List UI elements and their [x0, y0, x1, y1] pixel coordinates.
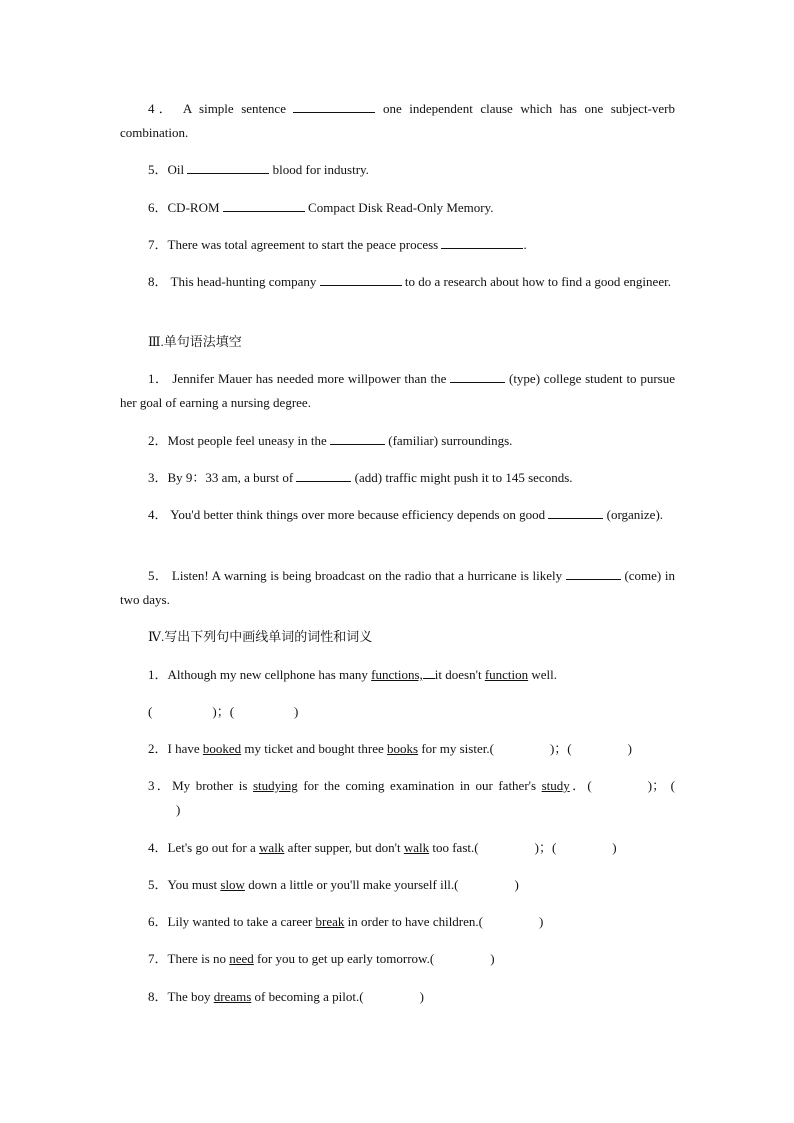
answer-blank[interactable]	[293, 99, 375, 113]
question-text: Let's go out for a	[167, 840, 260, 855]
question-number: 3．	[148, 778, 173, 793]
question-7	[120, 233, 675, 257]
question-text: down a little or you'll make yourself ill.	[244, 877, 455, 892]
underlined-word: walk	[259, 840, 285, 855]
paren-close: )	[176, 802, 181, 817]
underlined-word: functions,	[371, 667, 423, 682]
separator: ；	[216, 704, 230, 719]
question-5	[120, 158, 675, 182]
paren-open: (	[474, 840, 479, 855]
answer-blank[interactable]	[223, 198, 305, 212]
question-number: 8．	[148, 274, 168, 289]
word-question-4	[120, 836, 675, 860]
question-text: Most people feel uneasy in the	[167, 433, 327, 448]
question-text: Oil	[167, 162, 185, 177]
paren-close: )	[490, 951, 495, 966]
question-text: There was total agreement to start the peace process	[167, 237, 439, 252]
question-text: for you to get up early tomorrow.	[253, 951, 430, 966]
paren-open: (	[567, 741, 572, 756]
underlined-word: function	[484, 667, 529, 682]
paren-close: )	[212, 704, 217, 719]
question-number: 4．	[148, 101, 177, 116]
question-number: 7．	[148, 237, 168, 252]
question-text: blood for industry.	[272, 162, 369, 177]
question-number: 2．	[148, 741, 168, 756]
section-4-title: Ⅳ.写出下列句中画线单词的词性和词义	[148, 629, 373, 644]
grammar-question-1	[120, 367, 675, 415]
question-text: This head-hunting company	[170, 274, 317, 289]
answer-blank[interactable]	[548, 505, 603, 519]
paren-close: )	[539, 914, 544, 929]
question-number: 4．	[148, 840, 168, 855]
question-number: 2．	[148, 433, 168, 448]
section-3-title: Ⅲ.单句语法填空	[148, 334, 242, 349]
question-text: Jennifer Mauer has needed more willpower than the	[172, 371, 447, 386]
grammar-question-5	[120, 564, 675, 612]
word-question-3	[120, 774, 675, 822]
question-text: By 9：33 am, a burst of	[167, 470, 294, 485]
question-number: 7．	[148, 951, 168, 966]
question-text: The boy	[167, 989, 214, 1004]
question-text: one independent clause which has one subject-verb combination.	[120, 101, 675, 140]
separator: ；	[554, 741, 568, 756]
separator: ；	[538, 840, 552, 855]
question-text: Although my new cellphone has many	[167, 667, 372, 682]
question-text: .	[523, 237, 527, 252]
question-text: There is no	[167, 951, 230, 966]
underline-gap	[423, 664, 435, 679]
question-text: CD-ROM	[167, 200, 220, 215]
question-number: 5．	[148, 877, 168, 892]
question-text: (add) traffic might push it to 145 seconds.	[354, 470, 573, 485]
question-text: Lily wanted to take a career	[167, 914, 316, 929]
question-number: 5．	[148, 568, 169, 583]
answer-blank[interactable]	[320, 272, 402, 286]
underlined-word: dreams	[213, 989, 252, 1004]
question-text: Listen! A warning is being broadcast on the radio that a hurricane is likely	[171, 568, 563, 583]
question-text: My brother is	[172, 778, 253, 793]
paren-open: (	[551, 840, 557, 855]
question-text: (come) in two days.	[120, 568, 676, 607]
question-6	[120, 196, 675, 220]
answer-line-1	[148, 700, 675, 724]
separator: ；	[652, 778, 666, 793]
paren-close: )	[294, 704, 299, 719]
question-text: (type) college student to pursue her goal of earning a nursing degree.	[120, 371, 675, 410]
underlined-word: booked	[202, 741, 242, 756]
question-text: (familiar) surroundings.	[388, 433, 513, 448]
question-number: 8．	[148, 989, 168, 1004]
word-question-8	[120, 985, 675, 1009]
paren-open: (	[478, 914, 484, 929]
word-question-7	[120, 947, 675, 971]
underlined-word: studying	[253, 778, 298, 793]
answer-blank[interactable]	[187, 160, 269, 174]
grammar-question-4	[120, 503, 675, 527]
underlined-word: break	[315, 914, 345, 929]
question-8	[120, 270, 675, 294]
question-number: 4．	[148, 507, 168, 522]
question-text: Compact Disk Read-Only Memory.	[308, 200, 494, 215]
underlined-word: study	[541, 778, 570, 793]
answer-blank[interactable]	[441, 235, 523, 249]
question-number: 1．	[148, 371, 169, 386]
word-question-2	[120, 737, 675, 761]
underlined-word: need	[229, 951, 254, 966]
paren-close: )	[627, 741, 632, 756]
grammar-question-3	[120, 466, 675, 490]
paren-close: )	[534, 840, 539, 855]
paren-open: (	[489, 741, 494, 756]
paren-open: (	[454, 877, 459, 892]
question-text: in order to have children.	[344, 914, 479, 929]
word-question-1	[120, 663, 675, 687]
question-number: 1．	[148, 667, 168, 682]
question-4	[120, 97, 675, 145]
question-text: You must	[167, 877, 221, 892]
paren-open: (	[148, 704, 153, 719]
paren-open: (	[670, 778, 675, 793]
question-text: for the coming examination in our father's	[297, 778, 542, 793]
word-question-5	[120, 873, 675, 897]
answer-blank[interactable]	[330, 431, 385, 445]
question-text: for my sister.	[418, 741, 490, 756]
question-number: 5．	[148, 162, 168, 177]
question-text: of becoming a pilot.	[251, 989, 360, 1004]
question-number: 6．	[148, 914, 168, 929]
paren-open: (	[359, 989, 364, 1004]
question-number: 3．	[148, 470, 168, 485]
question-text: after supper, but don't	[284, 840, 404, 855]
paren-open: (	[429, 951, 435, 966]
answer-blank[interactable]	[566, 566, 621, 580]
question-text: ．	[569, 778, 588, 793]
question-text: You'd better think things over more because efficiency depends on good	[170, 507, 546, 522]
question-text: A simple sentence	[182, 101, 286, 116]
word-question-6	[120, 910, 675, 934]
question-text: it doesn't	[434, 667, 485, 682]
paren-open: (	[229, 704, 235, 719]
paren-close: )	[419, 989, 424, 1004]
question-text: to do a research about how to find a good engineer.	[404, 274, 671, 289]
paren-close: )	[514, 877, 519, 892]
underlined-word: walk	[403, 840, 430, 855]
paren-open: (	[587, 778, 592, 793]
question-text: my ticket and bought three	[241, 741, 388, 756]
paren-close: )	[647, 778, 653, 793]
paren-close: )	[612, 840, 617, 855]
underlined-word: books	[387, 741, 419, 756]
question-text: too fast.	[429, 840, 475, 855]
question-text: I have	[167, 741, 203, 756]
question-text: well.	[528, 667, 558, 682]
answer-blank[interactable]	[296, 468, 351, 482]
question-number: 6．	[148, 200, 168, 215]
paren-close: )	[549, 741, 555, 756]
answer-blank[interactable]	[450, 369, 505, 383]
underlined-word: slow	[220, 877, 245, 892]
question-text: (organize).	[606, 507, 664, 522]
grammar-question-2	[120, 429, 675, 453]
